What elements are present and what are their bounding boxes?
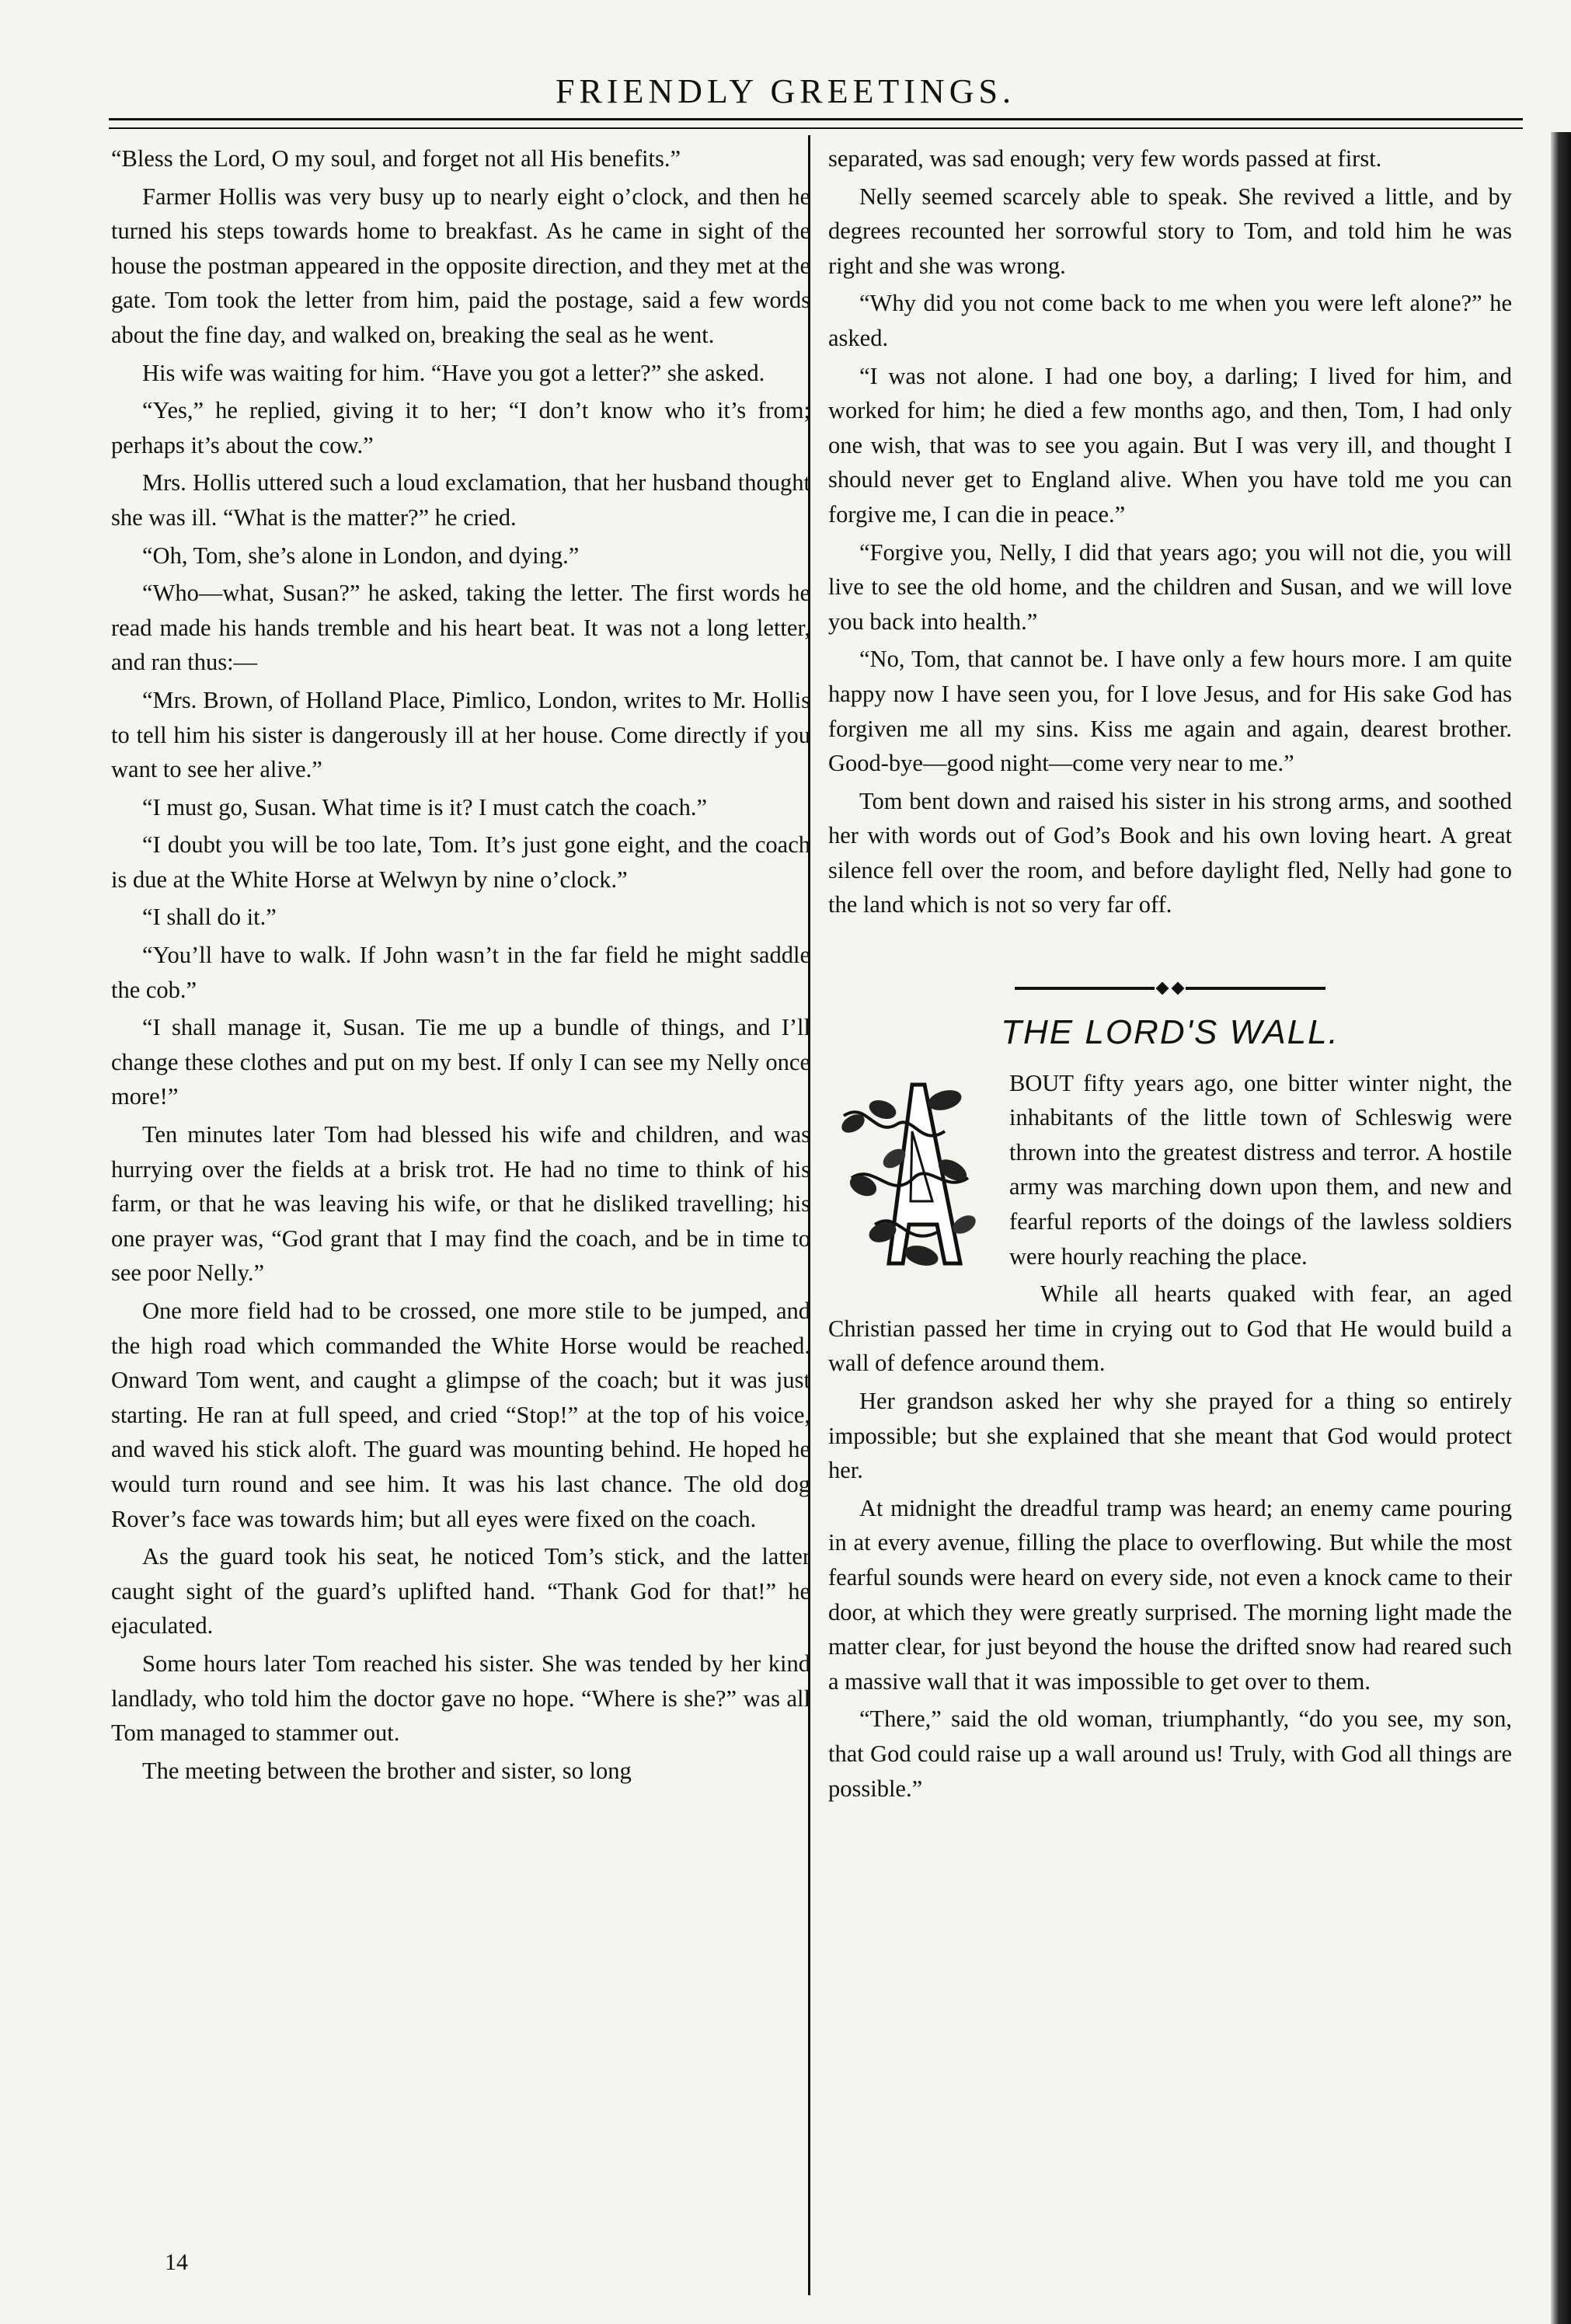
paragraph: As the guard took his seat, he noticed Tom’s stick, and the latter caught sight of the guard’s uplifted hand. “Thank God for that!” he ejaculated. <box>111 1543 810 1639</box>
paragraph: While all hearts quaked with fear, an aged Christian passed her time in crying out to God that He would build a wall of defence around them. <box>828 1280 1512 1377</box>
paragraph: “I shall manage it, Susan. Tie me up a bundle of things, and I’ll change these clothes and put on my best. If only I can see my Nelly once more!” <box>111 1014 810 1110</box>
paragraph: “I was not alone. I had one boy, a darling; I lived for him, and worked for him; he died a few months ago, and then, Tom, I had only one wish, that was to see you again. But I was very ill, and thought I should never get to England alive. When you have told me you can forgive me, I can die in peace.” <box>828 362 1512 528</box>
paragraph: His wife was waiting for him. “Have you got a letter?” she asked. <box>142 359 765 386</box>
paragraph: Mrs. Hollis uttered such a loud exclamation, that her husband thought she was ill. “What is the matter?” he cried. <box>111 469 810 531</box>
ornament-diamond-icon <box>1172 982 1185 995</box>
right-column <box>828 141 1512 1809</box>
ornament-bar <box>1186 987 1325 990</box>
paragraph: “No, Tom, that cannot be. I have only a few hours more. I am quite happy now I have seen you, for I love Jesus, and for His sake God has forgiven me all my sins. Kiss me again and again, dearest brother. Good-bye—good night—come very near to me.” <box>828 646 1512 777</box>
paragraph: Some hours later Tom reached his sister. She was tended by her kind landlady, who told him the doctor gave no hope. “Where is she?” was all Tom managed to stammer out. <box>111 1650 810 1747</box>
header-rule-thin <box>109 127 1523 129</box>
running-title: FRIENDLY GREETINGS. <box>556 72 1015 110</box>
paragraph: “Why did you not come back to me when you were left alone?” he asked. <box>828 290 1512 351</box>
paragraph: Farmer Hollis was very busy up to nearly eight o’clock, and then he turned his steps towards home to breakfast. As he came in sight of the house the postman appeared in the opposite direction, and they met at the gate. Tom took the letter from him, paid the postage, said a few words about the fine day, and walked on, breaking the seal as he went. <box>111 183 810 348</box>
paragraph: Nelly seemed scarcely able to speak. She revived a little, and by degrees recounted her sorrowful story to Tom, and told him he was right and she was wrong. <box>828 183 1512 279</box>
paragraph: The meeting between the brother and sister, so long <box>142 1757 632 1784</box>
header-rule <box>109 118 1523 120</box>
paragraph: At midnight the dreadful tramp was heard; an enemy came pouring in at every avenue, filling the place to overflowing. But while the most fearful sounds were heard on every side, not even a knock came to their door, at which they were greatly surprised. The morning light made the matter clear, for just beyond the house the drifted snow had reared such a massive wall that it was impossible to get over to them. <box>828 1494 1512 1695</box>
drop-cap-illustration <box>828 1069 995 1279</box>
page-number: 14 <box>165 2249 188 2275</box>
paragraph: “I must go, Susan. What time is it? I must catch the coach.” <box>142 793 708 821</box>
paragraph: “Bless the Lord, O my soul, and forget not all His benefits.” <box>111 145 681 172</box>
article-first-paragraph <box>828 1066 1512 1274</box>
paragraph: “Mrs. Brown, of Holland Place, Pimlico, London, writes to Mr. Hollis to tell him his sister is dangerously ill at her house. Come directly if you want to see her alive.” <box>111 686 810 783</box>
paragraph: separated, was sad enough; very few words passed at first. <box>828 145 1382 172</box>
article-first-paragraph-text: BOUT fifty years ago, one bitter winter night, the inhabitants of the little town of Schleswig were thrown into the greatest distress and terror. A hostile army was marching down upon them, and new and fearful reports of the doings of the lawless soldiers were hourly reaching the place. <box>1009 1069 1512 1270</box>
paragraph: “Who—what, Susan?” he asked, taking the letter. The first words he read made his hands tremble and his heart beat. It was not a long letter, and ran thus:— <box>111 580 810 676</box>
paragraph: “You’ll have to walk. If John wasn’t in the far field he might saddle the cob.” <box>111 942 810 1003</box>
paragraph: “I shall do it.” <box>142 904 277 931</box>
ornament-bar <box>1015 987 1155 990</box>
paragraph: “I doubt you will be too late, Tom. It’s just gone eight, and the coach is due at the White Horse at Welwyn by nine o’clock.” <box>111 831 810 893</box>
paragraph: Tom bent down and raised his sister in his strong arms, and soothed her with words out of God’s Book and his own loving heart. A great silence fell over the room, and before daylight fled, Nelly had gone to the land which is not so very far off. <box>828 787 1512 918</box>
paragraph: Her grandson asked her why she prayed for a thing so entirely impossible; but she explained that she meant that God would protect her. <box>828 1388 1512 1484</box>
article-title: THE LORD'S WALL. <box>1001 1013 1339 1052</box>
column-divider <box>808 135 810 2295</box>
binding-edge <box>1551 132 1571 2324</box>
paragraph: “Yes,” he replied, giving it to her; “I don’t know who it’s from; perhaps it’s about the cow.” <box>111 397 810 458</box>
left-column <box>111 141 810 1791</box>
paragraph: “There,” said the old woman, triumphantly, “do you see, my son, that God could raise up a wall around us! Truly, with God all things are possible.” <box>828 1706 1512 1802</box>
paragraph: Ten minutes later Tom had blessed his wife and children, and was hurrying over the fields at a brisk trot. He had no time to think of his farm, or that he was leaving his wife, or that he disliked travelling; his one prayer was, “God grant that I may find the coach, and be in time to see poor Nelly.” <box>111 1121 810 1287</box>
paragraph: “Oh, Tom, she’s alone in London, and dying.” <box>142 542 580 569</box>
ornament-diamond-icon <box>1156 982 1169 995</box>
section-ornament <box>828 969 1512 984</box>
paragraph: One more field had to be crossed, one more stile to be jumped, and the high road which commanded the White Horse would be reached. Onward Tom went, and caught a glimpse of the coach; but it was just starting. He ran at full speed, and cried “Stop!” at the top of his voice, and waved his stick aloft. The guard was mounting behind. He hoped he would turn round and see him. It was his last chance. The old dog Rover’s face was towards him; but all eyes were fixed on the coach. <box>111 1298 810 1532</box>
ivy-drop-cap-icon <box>828 1069 995 1279</box>
paragraph: “Forgive you, Nelly, I did that years ago; you will not die, you will live to see the old home, and the children and Susan, and we will love you back into health.” <box>828 538 1512 635</box>
